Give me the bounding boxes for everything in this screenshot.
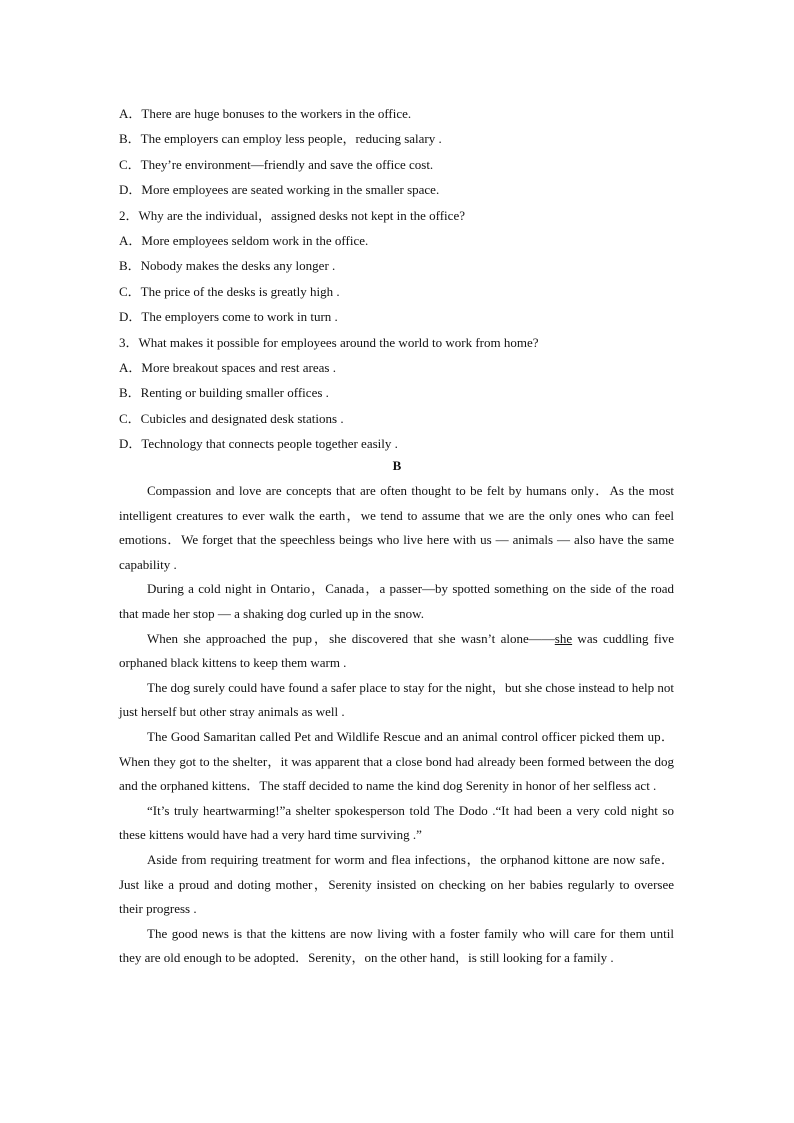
option-line: C．Cubicles and designated desk stations . — [119, 410, 344, 426]
option-line: B．Nobody makes the desks any longer . — [119, 258, 336, 274]
question-options-block — [119, 101, 679, 456]
underlined-word: she — [554, 630, 573, 646]
option-line: D．More employees are seated working in the smaller space. — [119, 182, 440, 198]
passage-paragraph: During a cold night in Ontario，Canada，a passer—by spotted something on the side of the road that made her stop — a shaking dog curled up in the snow. — [119, 581, 674, 621]
option-line: C．They’re environment—friendly and save the office cost. — [119, 156, 434, 172]
passage-paragraph: “It’s truly heartwarming!”a shelter spokesperson told The Dodo .“It had been a very cold night so these kittens would have had a very hard time surviving .” — [119, 802, 674, 843]
option-line: B．The employers can employ less people，reducing salary . — [119, 131, 442, 147]
pup-text-after: was cuddling five orphaned black kittens to keep them warm . — [119, 630, 675, 671]
passage-paragraph: Compassion and love are concepts that are often thought to be felt by humans only．As the most intelligent creatures to ever walk the earth，we tend to assume that we are the only ones who can feel emotions．We forget that the speechless beings who live here with us — animals — also have the same capability . — [119, 483, 674, 572]
option-line: B．Renting or building smaller offices . — [119, 385, 329, 401]
option-line: C．The price of the desks is greatly high . — [119, 283, 340, 299]
option-line: A．More breakout spaces and rest areas . — [119, 359, 336, 375]
passage-paragraph: The dog surely could have found a safer place to stay for the night，but she chose instead to help not just herself but other stray animals as well . — [119, 679, 674, 720]
passage-paragraph: The good news is that the kittens are now living with a foster family who will care for them until they are old enough to be adopted．Serenity，on the other hand，is still looking for a family . — [119, 925, 674, 966]
pup-text-before: When she approached the pup，she discovered that she wasn’t alone—— — [147, 630, 555, 646]
question-line: 2．Why are the individual，assigned desks not kept in the office? — [119, 207, 465, 223]
option-line: D．The employers come to work in turn . — [119, 309, 338, 325]
passage-paragraph-pup — [119, 627, 674, 676]
option-line: A．There are huge bonuses to the workers in the office. — [119, 106, 412, 121]
option-line: D．Technology that connects people together easily . — [119, 436, 398, 452]
question-line: 3．What makes it possible for employees around the world to work from home? — [119, 334, 539, 350]
reading-passage — [119, 479, 674, 971]
passage-paragraph: Aside from requiring treatment for worm and flea infections，the orphanod kittone are now safe．Just like a proud and doting mother，Serenity insisted on checking on her babies regularly to oversee their progress . — [119, 851, 674, 917]
passage-paragraph: The Good Samaritan called Pet and Wildlife Rescue and an animal control officer picked them up．When they got to the shelter，it was apparent that a close bond had already been formed between the dog and the orphaned kittens．The staff decided to name the kind dog Serenity in honor of her selfless act . — [119, 728, 674, 794]
passage-heading: B — [392, 458, 402, 473]
option-line: A．More employees seldom work in the office. — [119, 232, 369, 248]
